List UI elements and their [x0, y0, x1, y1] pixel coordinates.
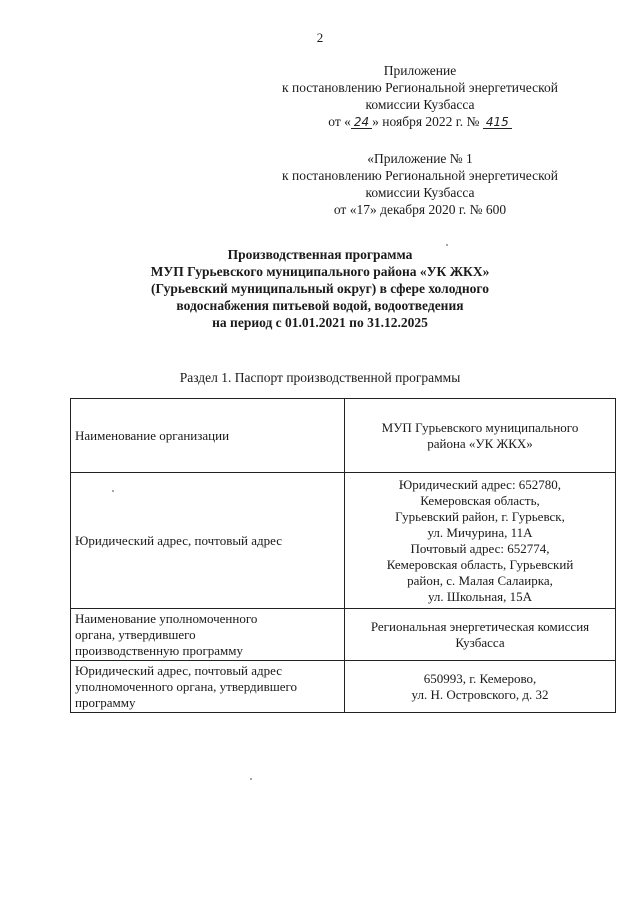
title-line: Производственная программа: [227, 247, 413, 262]
date-prefix: от «: [328, 114, 351, 129]
handwritten-number: 415: [483, 116, 512, 129]
prev-appendix-commission-line: комиссии Кузбасса: [365, 185, 475, 200]
prev-appendix-label: «Приложение № 1: [367, 151, 473, 166]
appendix-resolution-line: к постановлению Региональной энергетической: [282, 80, 558, 95]
appendix-header: [210, 62, 630, 130]
table-cell-label: Наименование уполномоченного органа, утвердившего производственную программу: [71, 609, 345, 661]
page-number: 2: [316, 30, 324, 45]
table-row: [71, 661, 616, 713]
scan-speck: [250, 778, 252, 780]
prev-appendix-resolution-line: к постановлению Региональной энергетической: [282, 168, 558, 183]
scan-speck: [112, 490, 114, 492]
table-row: [71, 473, 616, 609]
passport-table: [70, 398, 616, 713]
handwritten-day: 24: [351, 116, 372, 129]
appendix-commission-line: комиссии Кузбасса: [365, 97, 475, 112]
appendix-date-line: [210, 113, 630, 130]
previous-appendix-header: [210, 150, 630, 218]
table-row: [71, 609, 616, 661]
prev-appendix-date-line: от «17» декабря 2020 г. № 600: [333, 202, 507, 217]
scan-speck: [446, 244, 448, 246]
title-line: водоснабжения питьевой водой, водоотведения: [176, 298, 464, 313]
title-line: МУП Гурьевского муниципального района «УК ЖКХ»: [150, 264, 490, 279]
table-cell-value: Региональная энергетическая комиссия Кузбасса: [345, 609, 616, 661]
table-cell-label: Наименование организации: [71, 399, 345, 473]
table-cell-label: Юридический адрес, почтовый адрес: [71, 473, 345, 609]
table-row: [71, 399, 616, 473]
table-cell-label: Юридический адрес, почтовый адрес уполномоченного органа, утвердившего программу: [71, 661, 345, 713]
table-cell-value: МУП Гурьевского муниципального района «УК ЖКХ»: [345, 399, 616, 473]
title-line: (Гурьевский муниципальный округ) в сфере холодного: [151, 281, 489, 296]
appendix-label: Приложение: [383, 63, 457, 78]
title-line: на период с 01.01.2021 по 31.12.2025: [212, 315, 428, 330]
program-title: [0, 246, 640, 331]
table-cell-value: Юридический адрес: 652780, Кемеровская область, Гурьевский район, г. Гурьевск, ул. Мичурина, 11А Почтовый адрес: 652774, Кемеровская область, Гурьевский район, с. Малая Салаирка, ул. Школьная, 15А: [345, 473, 616, 609]
section-title: Раздел 1. Паспорт производственной программы: [179, 370, 461, 385]
table-cell-value: 650993, г. Кемерово, ул. Н. Островского, д. 32: [345, 661, 616, 713]
date-middle: » ноября 2022 г. №: [372, 114, 480, 129]
